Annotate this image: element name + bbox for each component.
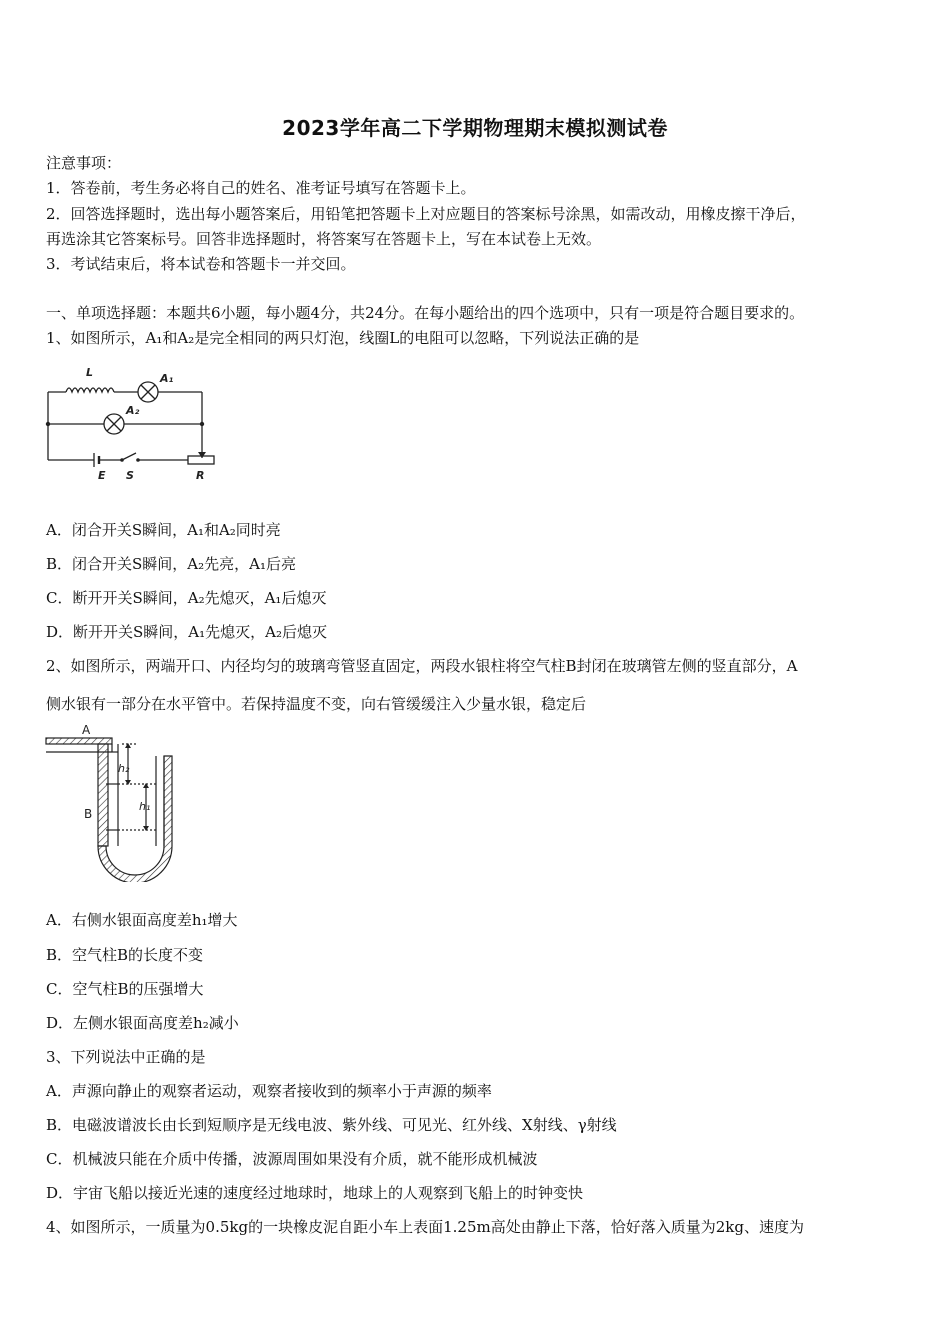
q3-option-a: A．声源向静止的观察者运动，观察者接收到的频率小于声源的频率 bbox=[46, 1082, 492, 1100]
q2-option-b: B．空气柱B的长度不变 bbox=[46, 946, 204, 964]
page-title: 2023学年高二下学期物理期末模拟测试卷 bbox=[282, 116, 668, 140]
note-item: 3．考试结束后，将本试卷和答题卡一并交回。 bbox=[46, 255, 356, 273]
label-S: S bbox=[126, 469, 134, 482]
label-h2: h₂ bbox=[118, 762, 130, 775]
label-A1: A₁ bbox=[160, 372, 174, 385]
question-2-stem-line1: 2、如图所示，两端开口、内径均匀的玻璃弯管竖直固定，两段水银柱将空气柱B封闭在玻璃管左侧的竖直部分，A bbox=[46, 657, 798, 675]
q3-option-b: B．电磁波谱波长由长到短顺序是无线电波、紫外线、可见光、红外线、X射线、γ射线 bbox=[46, 1116, 617, 1134]
section-heading: 一、单项选择题：本题共6小题，每小题4分，共24分。在每小题给出的四个选项中，只有一项是符合题目要求的。 bbox=[46, 304, 805, 322]
u-tube-diagram bbox=[42, 722, 182, 882]
q1-option-d: D．断开开关S瞬间，A₁先熄灭，A₂后熄灭 bbox=[46, 623, 327, 641]
question-1-stem: 1、如图所示，A₁和A₂是完全相同的两只灯泡，线圈L的电阻可以忽略，下列说法正确的是 bbox=[46, 329, 640, 347]
q1-option-b: B．闭合开关S瞬间，A₂先亮，A₁后亮 bbox=[46, 555, 296, 573]
label-h1: h₁ bbox=[139, 800, 151, 813]
note-item: 再选涂其它答案标号。回答非选择题时，将答案写在答题卡上，写在本试卷上无效。 bbox=[46, 230, 602, 248]
q2-option-a: A．右侧水银面高度差h₁增大 bbox=[46, 911, 238, 929]
question-3-stem: 3、下列说法中正确的是 bbox=[46, 1048, 206, 1066]
label-B: B bbox=[84, 807, 93, 821]
q2-option-c: C．空气柱B的压强增大 bbox=[46, 980, 204, 998]
q3-option-c: C．机械波只能在介质中传播，波源周围如果没有介质，就不能形成机械波 bbox=[46, 1150, 538, 1168]
q2-option-d: D．左侧水银面高度差h₂减小 bbox=[46, 1014, 239, 1032]
note-item: 2．回答选择题时，选出每小题答案后，用铅笔把答题卡上对应题目的答案标号涂黑，如需改动，用橡皮擦干净后， bbox=[46, 205, 806, 223]
note-item: 1．答卷前，考生务必将自己的姓名、准考证号填写在答题卡上。 bbox=[46, 179, 476, 197]
circuit-diagram bbox=[40, 362, 225, 484]
q1-option-c: C．断开开关S瞬间，A₂先熄灭，A₁后熄灭 bbox=[46, 589, 327, 607]
question-4-stem: 4、如图所示，一质量为0.5kg的一块橡皮泥自距小车上表面1.25m高处由静止下落，恰好落入质量为2kg、速度为 bbox=[46, 1218, 804, 1236]
question-2-stem-line2: 侧水银有一部分在水平管中。若保持温度不变，向右管缓缓注入少量水银，稳定后 bbox=[46, 695, 587, 713]
q3-option-d: D．宇宙飞船以接近光速的速度经过地球时，地球上的人观察到飞船上的时钟变快 bbox=[46, 1184, 584, 1202]
label-A2: A₂ bbox=[126, 404, 140, 417]
label-A: A bbox=[82, 723, 91, 737]
q1-option-a: A．闭合开关S瞬间，A₁和A₂同时亮 bbox=[46, 521, 281, 539]
label-L: L bbox=[86, 366, 94, 379]
label-E: E bbox=[98, 469, 106, 482]
notes-heading: 注意事项： bbox=[46, 154, 122, 172]
label-R: R bbox=[196, 469, 205, 482]
